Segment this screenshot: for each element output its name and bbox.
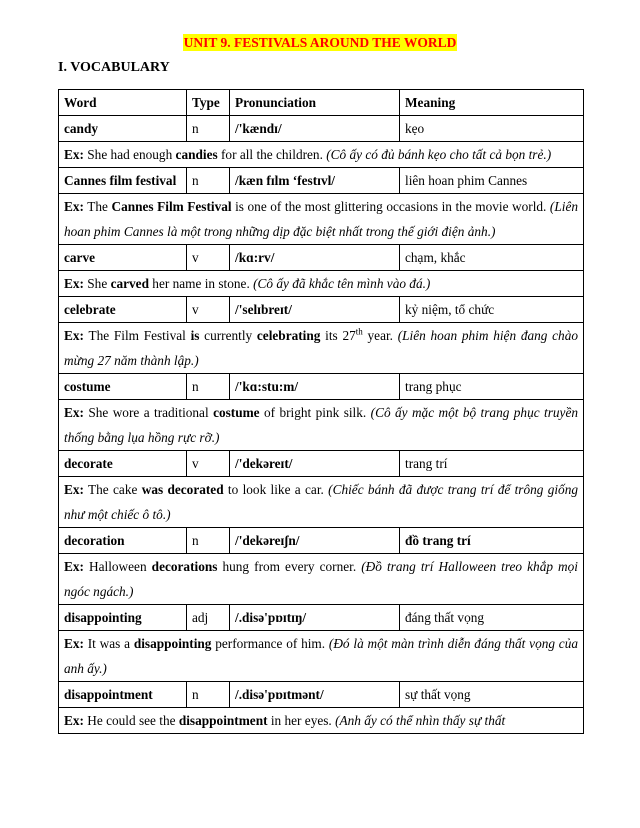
example-cell (59, 554, 584, 605)
example-cell (59, 194, 584, 245)
pronunciation-cell: /'selɪbreɪt/ (230, 297, 400, 323)
word-cell: disappointment (59, 682, 187, 708)
meaning-cell: đáng thất vọng (400, 605, 584, 631)
example-translation: (Liên hoan phim hiện đang chào mừng 27 năm thành lập.) (64, 328, 578, 368)
example-translation: (Đó là một màn trình diễn đáng thất vọng của anh ấy.) (64, 636, 579, 676)
pronunciation-cell: /'dekəreɪt/ (230, 451, 400, 477)
example-translation: (Cô ấy có đủ bánh kẹo cho tất cả bọn trẻ.) (326, 147, 552, 162)
example-cell (59, 400, 584, 451)
example-text: hung from every corner. (217, 559, 362, 574)
meaning-cell: trang phục (400, 374, 584, 400)
example-row (59, 142, 584, 168)
type-cell: n (187, 116, 230, 142)
example-label: Ex: (64, 559, 84, 574)
word-row (59, 168, 584, 194)
example-keyword: carved (110, 276, 149, 291)
word-cell: carve (59, 245, 187, 271)
example-row (59, 400, 584, 451)
example-label: Ex: (64, 482, 84, 497)
type-cell: n (187, 528, 230, 554)
example-keyword: is (190, 328, 200, 343)
example-text: He could see the (83, 713, 179, 728)
header-row (59, 90, 584, 116)
pronunciation-cell: /'kændɪ/ (230, 116, 400, 142)
header-meaning: Meaning (400, 90, 584, 116)
example-cell (59, 708, 584, 734)
word-cell: candy (59, 116, 187, 142)
meaning-cell: đồ trang trí (400, 528, 584, 554)
example-keyword: candies (175, 147, 218, 162)
unit-title: UNIT 9. FESTIVALS AROUND THE WORLD (183, 35, 457, 50)
word-row (59, 374, 584, 400)
example-row (59, 554, 584, 605)
vocabulary-table-body (59, 90, 584, 734)
example-label: Ex: (64, 328, 84, 343)
meaning-cell: chạm, khắc (400, 245, 584, 271)
example-keyword: celebrating (256, 328, 321, 343)
example-label: Ex: (64, 199, 84, 214)
example-text: The Film Festival (83, 328, 191, 343)
vocabulary-table (58, 89, 584, 734)
example-text: year. (362, 328, 398, 343)
example-text: It was a (83, 636, 134, 651)
example-text: performance of him. (211, 636, 329, 651)
example-text: Halloween (83, 559, 152, 574)
header-pronunciation: Pronunciation (230, 90, 400, 116)
word-cell: celebrate (59, 297, 187, 323)
example-superscript: th (355, 326, 363, 337)
type-cell: v (187, 245, 230, 271)
example-translation: (Anh ấy có thể nhìn thấy sự thất (335, 713, 506, 728)
meaning-cell: trang trí (400, 451, 584, 477)
example-label: Ex: (64, 636, 84, 651)
example-row (59, 194, 584, 245)
example-text: She (83, 276, 111, 291)
example-keyword: disappointment (178, 713, 268, 728)
example-cell (59, 323, 584, 374)
example-translation: (Chiếc bánh đã được trang trí để trông giống như một chiếc ô tô.) (64, 482, 579, 522)
example-text: The cake (83, 482, 142, 497)
example-row (59, 708, 584, 734)
title-wrap (0, 34, 640, 52)
example-label: Ex: (64, 276, 84, 291)
meaning-cell: kỷ niệm, tổ chức (400, 297, 584, 323)
example-translation: (Cô ấy mặc một bộ trang phục truyền thống bằng lụa hồng rực rỡ.) (64, 405, 578, 445)
example-text: her name in stone. (148, 276, 254, 291)
example-row (59, 477, 584, 528)
example-text: is one of the most glittering occasions in the movie world. (231, 199, 550, 214)
word-cell: disappointing (59, 605, 187, 631)
type-cell: n (187, 168, 230, 194)
word-cell: costume (59, 374, 187, 400)
example-keyword: decorations (151, 559, 218, 574)
example-keyword: was decorated (141, 482, 224, 497)
header-word: Word (59, 90, 187, 116)
example-text: in her eyes. (267, 713, 336, 728)
pronunciation-cell: /.disə'pɒɪtmənt/ (230, 682, 400, 708)
pronunciation-cell: /kæn fɪlm ‘festɪvl/ (230, 168, 400, 194)
example-text: The (83, 199, 112, 214)
example-keyword: Cannes Film Festival (111, 199, 232, 214)
word-row (59, 245, 584, 271)
example-text: She had enough (83, 147, 176, 162)
example-row (59, 631, 584, 682)
meaning-cell: kẹo (400, 116, 584, 142)
pronunciation-cell: /.disə'pɒɪtɪŋ/ (230, 605, 400, 631)
type-cell: adj (187, 605, 230, 631)
example-keyword: costume (213, 405, 260, 420)
example-text: its 27 (320, 328, 356, 343)
example-label: Ex: (64, 147, 84, 162)
word-cell: decoration (59, 528, 187, 554)
example-text: of bright pink silk. (259, 405, 371, 420)
type-cell: v (187, 297, 230, 323)
type-cell: n (187, 374, 230, 400)
meaning-cell: sự thất vọng (400, 682, 584, 708)
word-row (59, 451, 584, 477)
example-keyword: disappointing (133, 636, 212, 651)
word-row (59, 605, 584, 631)
pronunciation-cell: /kɑ:rv/ (230, 245, 400, 271)
type-cell: n (187, 682, 230, 708)
example-cell (59, 142, 584, 168)
example-label: Ex: (64, 405, 84, 420)
pronunciation-cell: /'dekəreɪʃn/ (230, 528, 400, 554)
example-row (59, 323, 584, 374)
word-cell: Cannes film festival (59, 168, 187, 194)
word-row (59, 297, 584, 323)
example-translation: (Liên hoan phim Cannes là một trong những dịp đặc biệt nhất trong thế giới điện ảnh.) (64, 199, 578, 239)
example-text: for all the children. (217, 147, 327, 162)
example-text: to look like a car. (223, 482, 329, 497)
example-translation: (Cô ấy đã khắc tên mình vào đá.) (253, 276, 431, 291)
example-text: She wore a traditional (83, 405, 214, 420)
example-cell (59, 477, 584, 528)
example-translation: (Đồ trang trí Halloween treo khắp mọi ngóc ngách.) (64, 559, 578, 599)
example-label: Ex: (64, 713, 84, 728)
word-row (59, 682, 584, 708)
example-row (59, 271, 584, 297)
section-heading: I. VOCABULARY (58, 60, 170, 75)
type-cell: v (187, 451, 230, 477)
word-row (59, 116, 584, 142)
pronunciation-cell: /'kɑ:stu:m/ (230, 374, 400, 400)
word-row (59, 528, 584, 554)
meaning-cell: liên hoan phim Cannes (400, 168, 584, 194)
example-cell (59, 271, 584, 297)
example-cell (59, 631, 584, 682)
example-text: currently (199, 328, 257, 343)
word-cell: decorate (59, 451, 187, 477)
header-type: Type (187, 90, 230, 116)
